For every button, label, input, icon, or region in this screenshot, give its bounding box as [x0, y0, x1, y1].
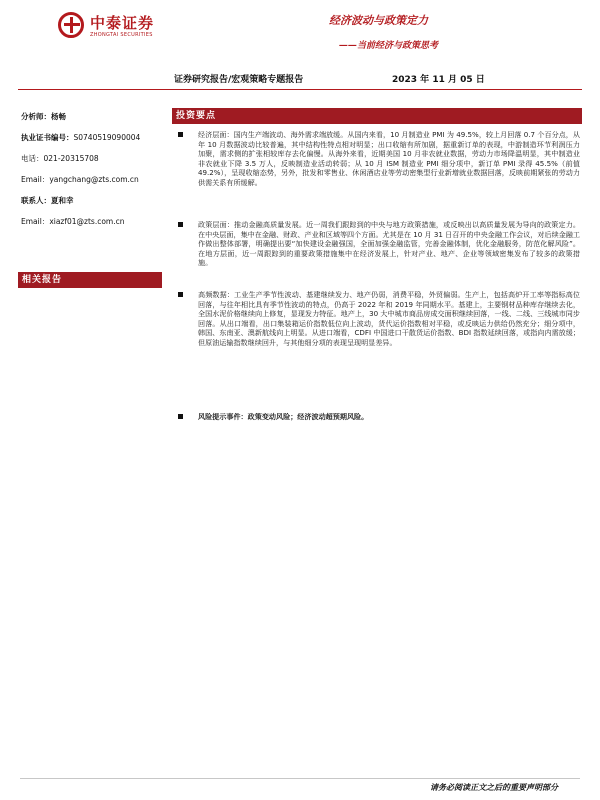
highlight-high-frequency — [176, 290, 580, 348]
highlight-economy — [176, 130, 580, 188]
logo-emblem-icon — [58, 12, 84, 38]
contact-label: 联系人： — [21, 196, 51, 205]
analyst-name: 杨畅 — [51, 112, 66, 121]
bullet-square-icon — [178, 292, 183, 297]
email-line-1 — [21, 175, 161, 185]
highlight-policy-text: 政策层面：推动金融高质量发展。近一周我们跟踪到的中央与地方政策措施，或反映出以高质量发展为导向的政策定力。在中央层面，集中在金融、财政、产业和区域等四个方面。尤其是在 10 月 31 日召开的中央金融工作会议，对后续金融工作做出整体部署，明确提出要“加快建设金融强国，全面加强金融监管，完善金融体制，优化金融服务，防范化解风险”。在地方层面，近一周跟踪到的重要政策措施集中在经济发展上，针对产业、地产、企业等领域密集发布了较多的政策措施。 — [198, 220, 580, 268]
report-type: 证券研究报告/宏观策略专题报告 — [174, 75, 304, 85]
contact-name: 夏和幸 — [51, 196, 74, 205]
analyst-label: 分析师： — [21, 112, 51, 121]
bullet-square-icon — [178, 414, 183, 419]
email-address-1: yangchang@zts.com.cn — [49, 175, 139, 184]
logo-name-en: ZHONGTAI SECURITIES — [90, 32, 153, 38]
company-logo — [58, 12, 168, 44]
logo-name-cn: 中泰证券 — [90, 14, 155, 32]
email-label-1: Email： — [21, 175, 50, 184]
highlight-policy — [176, 220, 580, 268]
phone-label: 电话： — [21, 154, 44, 163]
highlight-high-frequency-text: 高频数据：工业生产季节性波动、基建继续发力、地产仍弱，消费平稳，外贸偏弱。生产上，包括高炉开工率等指标高位回落，与往年相比具有季节性波动的特点，仍高于 2022 年和 2019 年同期水平。基建上，主要钢材品种库存继续去化，全国水泥价格继续向上修复，显现发力特征。地产上，30 大中城市商品房成交面积继续回落，一线、二线、三线城市同步回落。从出口端看，出口集装箱运价指数低位向上波动，货代运价指数相对平稳，或反映运力供给仍然充分；细分项中，韩国、东南亚、澳新航线向上明显。从进口端看，CDFI 中国进口干散货运价指数、BDI 指数延续回落，或指向内需放缓；但原油运输指数继续回升，与其他细分项的表现呈现明显差异。 — [198, 290, 580, 347]
report-date: 2023 年 11 月 05 日 — [392, 75, 485, 85]
highlight-risk — [176, 412, 580, 422]
document-title: 经济波动与政策定力 — [329, 14, 428, 27]
bullet-square-icon — [178, 222, 183, 227]
license-number: S0740519090004 — [73, 133, 141, 142]
bullet-square-icon — [178, 132, 183, 137]
related-reports-header: 相关报告 — [18, 272, 162, 288]
footer-divider — [20, 778, 580, 779]
header-divider — [18, 89, 582, 90]
analyst-line — [21, 112, 161, 122]
document-subtitle: ——当前经济与政策思考 — [338, 41, 438, 51]
footer-disclaimer: 请务必阅读正文之后的重要声明部分 — [430, 783, 558, 792]
highlight-risk-text: 风险提示事件：政策变动风险；经济波动超预期风险。 — [198, 412, 369, 421]
analyst-info — [21, 112, 161, 238]
phone-number: 021-20315708 — [43, 154, 99, 163]
contact-line — [21, 196, 161, 206]
license-line — [21, 133, 161, 143]
email-line-2 — [21, 217, 161, 227]
license-label: 执业证书编号： — [21, 133, 74, 142]
phone-line — [21, 154, 161, 164]
investment-highlights-header: 投资要点 — [172, 108, 582, 124]
email-label-2: Email： — [21, 217, 50, 226]
highlight-economy-text: 经济层面：国内生产端波动、海外需求端放缓。从国内来看，10 月制造业 PMI 为 49.5%，较上月回落 0.7 个百分点，从年 10 月数据波动比较普遍，其中结构性特点相对明显；出口收缩有所加剧，据重新订单的表现，中游制造环节利润压力加聚，需求侧的扩张相较库存去化偏慢。从海外来看，近期美国 10 月非农就业数据，劳动力市场降温明显，其中制造业非农就业下降 3.5 万人，反映制造业活动转弱；从 10 月 ISM 制造业 PMI 细分项中，新订单 PMI 录得 45.5%（前值 49.2%），呈现收缩态势，另外，批发和零售业、休闲酒店业等劳动密集型行业新增就业数据回落，反映前期紧张的劳动力供需关系有所缓解。 — [198, 130, 580, 187]
email-address-2: xiazf01@zts.com.cn — [49, 217, 125, 226]
